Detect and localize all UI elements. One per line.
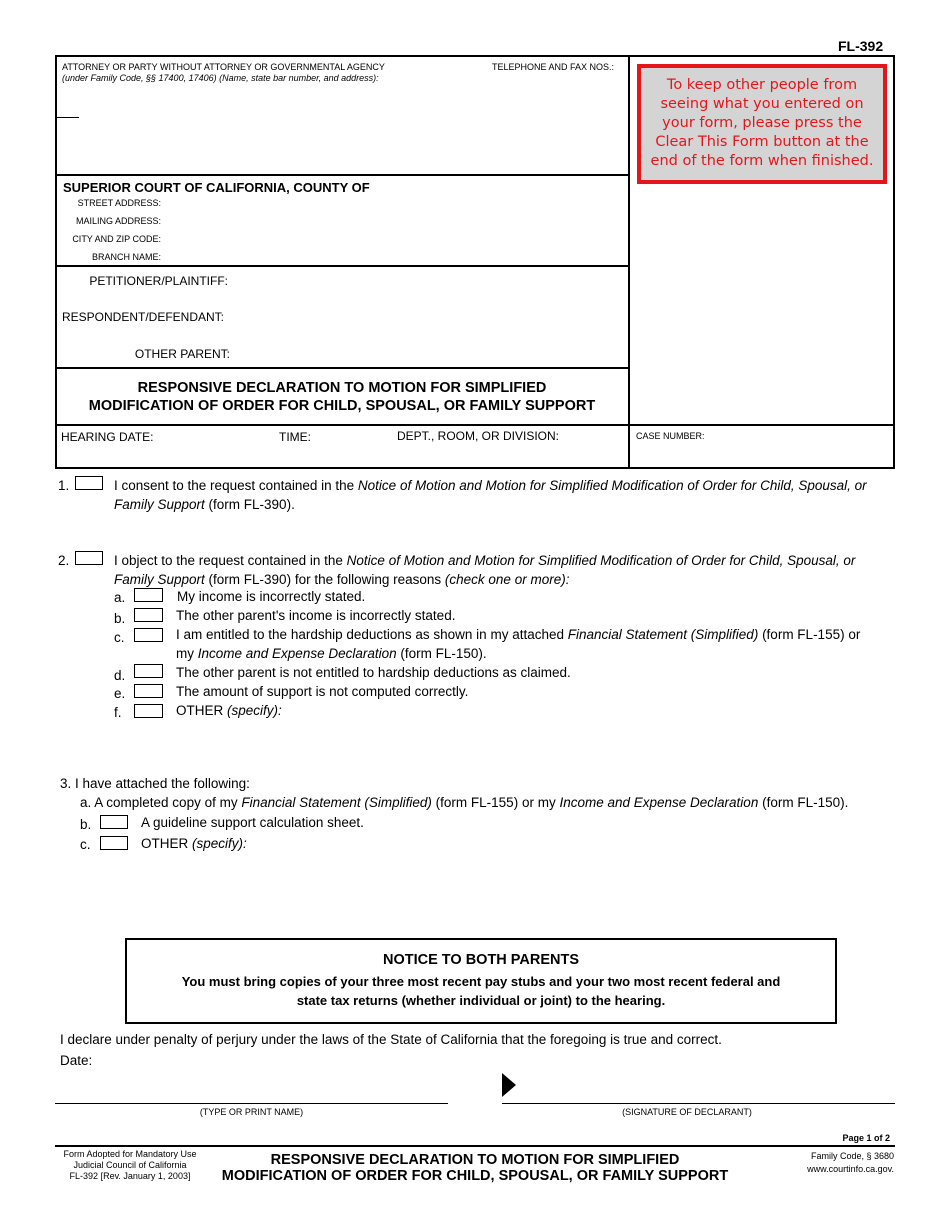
hearing-date-label: HEARING DATE: [61, 430, 154, 444]
item-2e-letter: e. [114, 686, 126, 701]
clear-notice-line: To keep other people from [666, 77, 858, 93]
clear-notice-line: seeing what you entered on [660, 96, 864, 112]
footer-code [780, 1150, 894, 1176]
footer-adopted [55, 1149, 205, 1182]
court-title: SUPERIOR COURT OF CALIFORNIA, COUNTY OF [63, 180, 370, 195]
footer-title-line: MODIFICATION OF ORDER FOR CHILD, SPOUSAL, OR FAMILY SUPPORT [221, 1168, 729, 1184]
footer-adopted-line: Form Adopted for Mandatory Use [63, 1149, 197, 1159]
divider-title [55, 367, 629, 369]
case-number-label: CASE NUMBER: [636, 431, 705, 441]
item-3b-checkbox[interactable] [100, 815, 128, 829]
divider-court [55, 174, 629, 176]
item-2b-text: The other parent's income is incorrectly stated. [176, 608, 456, 623]
item-2c-text-3: my [176, 646, 198, 661]
notice-box [125, 938, 837, 1024]
divider-hearing [55, 424, 895, 426]
form-title-line: MODIFICATION OF ORDER FOR CHILD, SPOUSAL, OR FAMILY SUPPORT [88, 398, 596, 414]
item-2d-letter: d. [114, 668, 126, 683]
item-3a-text-3: (form FL-150). [758, 795, 849, 810]
item-1-text-b: (form FL-390). [204, 497, 295, 512]
clear-notice-line: your form, please press the [662, 115, 862, 131]
item-2e-text: The amount of support is not computed correctly. [176, 684, 469, 699]
item-2c-checkbox[interactable] [134, 628, 163, 642]
footer-adopted-line: Judicial Council of California [73, 1160, 187, 1170]
item-2c-text-1: I am entitled to the hardship deductions as shown in my attached [176, 627, 568, 642]
declaration-text: I declare under penalty of perjury under the laws of the State of California that the foregoing is true and correct. [60, 1032, 722, 1047]
item-3c-text [141, 834, 247, 853]
type-name-caption: (TYPE OR PRINT NAME) [199, 1107, 304, 1117]
item-3a-text-1: a. A completed copy of my [80, 795, 242, 810]
item-3a-text [80, 793, 910, 812]
item-2b-letter: b. [114, 611, 126, 626]
date-label: Date: [60, 1053, 93, 1068]
item-2d-checkbox[interactable] [134, 664, 163, 678]
item-2c-italic-2: Income and Expense Declaration [197, 646, 397, 661]
item-2e-checkbox[interactable] [134, 684, 163, 698]
item-2-text-b: (form FL-390) for the following reasons [204, 572, 445, 587]
clear-notice-line: end of the form when finished. [650, 153, 874, 169]
signature-arrow-icon [502, 1073, 516, 1097]
item-2f-specify: (specify): [227, 703, 282, 718]
other-parent-label: OTHER PARENT: [134, 347, 230, 361]
footer-adopted-line: FL-392 [Rev. January 1, 2003] [69, 1171, 191, 1181]
item-3c-checkbox[interactable] [100, 836, 128, 850]
item-2c-text [176, 625, 906, 663]
item-1-text [114, 476, 904, 514]
item-2c-text-4: (form FL-150). [396, 646, 487, 661]
item-2f-checkbox[interactable] [134, 704, 163, 718]
item-3a-italic-2: Income and Expense Declaration [559, 795, 759, 810]
date-input[interactable] [100, 1050, 300, 1068]
attorney-sublabel: (under Family Code, §§ 17400, 17406) (Name, state bar number, and address): [62, 73, 379, 83]
street-address-label: STREET ADDRESS: [77, 198, 161, 208]
mailing-address-label: MAILING ADDRESS: [75, 216, 161, 226]
notice-title: NOTICE TO BOTH PARENTS [382, 952, 580, 968]
telephone-label: TELEPHONE AND FAX NOS.: [492, 62, 615, 72]
item-2f-letter: f. [114, 705, 122, 720]
footer-site-line: www.courtinfo.ca.gov. [807, 1164, 894, 1174]
item-2c-italic-1: Financial Statement (Simplified) [567, 627, 759, 642]
item-2c-letter: c. [114, 630, 125, 645]
notice-line: You must bring copies of your three most recent pay stubs and your two most recent federal and [181, 974, 781, 989]
item-2f-text [176, 701, 282, 720]
item-3c-specify: (specify): [192, 836, 247, 851]
form-number: FL-392 [838, 38, 884, 54]
item-2a-text: My income is incorrectly stated. [177, 589, 366, 604]
signature-caption: (SIGNATURE OF DECLARANT) [622, 1107, 752, 1117]
item-2-text-a: I object to the request contained in the [114, 553, 347, 568]
item-1-text-a: I consent to the request contained in the [114, 478, 358, 493]
footer-title-line: RESPONSIVE DECLARATION TO MOTION FOR SIMPLIFIED [270, 1152, 680, 1168]
item-3b-letter: b. [80, 817, 92, 832]
respondent-label: RESPONDENT/DEFENDANT: [62, 310, 225, 324]
dept-label: DEPT., ROOM, OR DIVISION: [397, 429, 560, 443]
item-2c-text-2: (form FL-155) or [758, 627, 861, 642]
footer-title [200, 1152, 750, 1184]
time-label: TIME: [279, 430, 311, 444]
item-2-checkbox[interactable] [75, 551, 103, 565]
signature-line [502, 1103, 895, 1104]
item-2-italic-1: Notice of Motion and Motion for Simplified Modification of Order for Child, Spousal, or [346, 553, 856, 568]
item-1-italic-1: Notice of Motion and Motion for Simplified Modification of Order for Child, Spousal, or [357, 478, 867, 493]
page-number: Page 1 of 2 [842, 1133, 890, 1143]
item-3a-italic-1: Financial Statement (Simplified) [241, 795, 432, 810]
item-2f-label: OTHER [176, 703, 228, 718]
form-title [55, 379, 629, 415]
item-2b-checkbox[interactable] [134, 608, 163, 622]
attorney-label: ATTORNEY OR PARTY WITHOUT ATTORNEY OR GOVERNMENTAL AGENCY [62, 62, 385, 72]
item-2-number: 2. [58, 553, 70, 568]
item-2-text [114, 551, 904, 589]
clear-form-notice [637, 64, 887, 184]
item-1-checkbox[interactable] [75, 476, 103, 490]
item-3c-letter: c. [80, 837, 91, 852]
branch-name-label: BRANCH NAME: [91, 252, 161, 262]
name-input[interactable] [55, 1080, 448, 1102]
clear-notice-line: Clear This Form button at the [655, 134, 869, 150]
item-2-italic-3: (check one or more): [444, 572, 570, 587]
item-3b-text: A guideline support calculation sheet. [141, 815, 364, 830]
name-line [55, 1103, 448, 1104]
notice-line: state tax returns (whether individual or joint) to the hearing. [296, 993, 666, 1008]
form-title-line: RESPONSIVE DECLARATION TO MOTION FOR SIMPLIFIED [137, 380, 547, 396]
item-2a-letter: a. [114, 590, 126, 605]
divider-parties [55, 265, 629, 267]
item-3a-text-2: (form FL-155) or my [431, 795, 560, 810]
footer-rule [55, 1145, 895, 1147]
item-2a-checkbox[interactable] [134, 588, 163, 602]
item-3-intro: 3. I have attached the following: [60, 776, 250, 791]
footer-code-line: Family Code, § 3680 [810, 1151, 894, 1161]
item-2d-text: The other parent is not entitled to hardship deductions as claimed. [176, 665, 571, 680]
petitioner-label: PETITIONER/PLAINTIFF: [89, 274, 228, 288]
item-3c-label: OTHER [141, 836, 193, 851]
item-1-italic-2: Family Support [114, 497, 205, 512]
attorney-input[interactable] [62, 88, 622, 168]
item-2-italic-2: Family Support [114, 572, 205, 587]
item-1-number: 1. [58, 478, 70, 493]
city-zip-label: CITY AND ZIP CODE: [72, 234, 161, 244]
